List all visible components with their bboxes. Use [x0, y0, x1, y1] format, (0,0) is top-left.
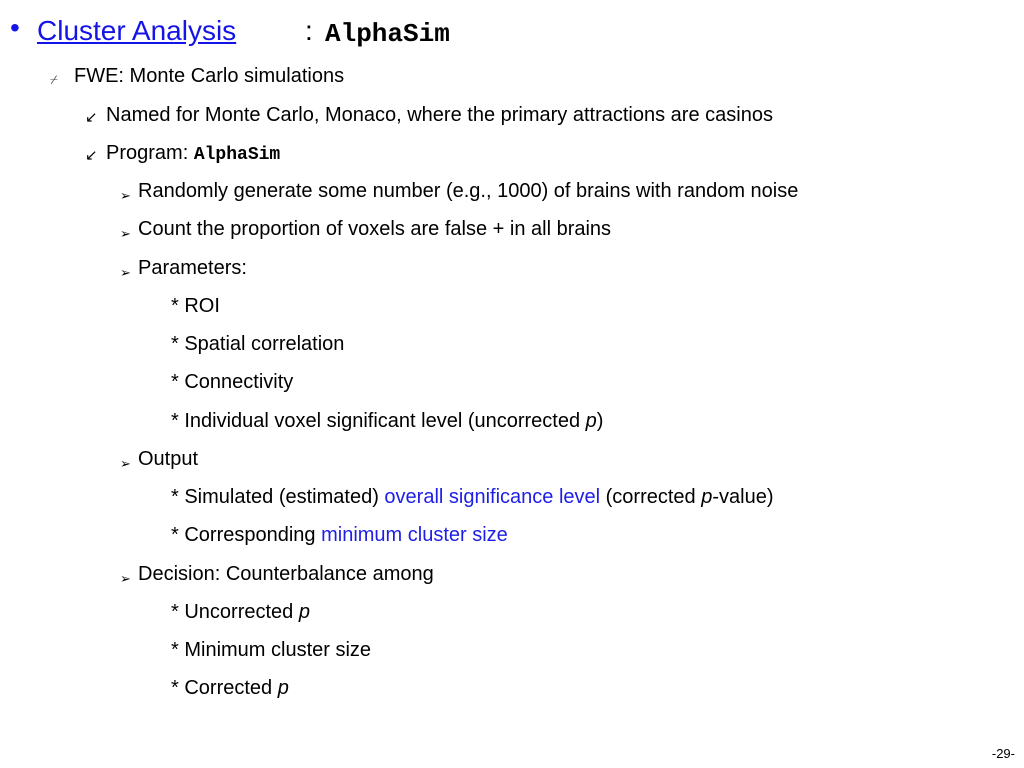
arrowhead-icon: ➢: [120, 456, 131, 471]
decision-uncorrected-p: * Uncorrected p: [171, 601, 310, 623]
overall-significance-highlight: overall significance level: [384, 486, 601, 508]
decision-corrected-p: * Corrected p: [171, 677, 289, 699]
arrowhead-icon: ➢: [120, 226, 131, 241]
decision-min-cluster-size: * Minimum cluster size: [171, 639, 372, 661]
page-number: -29-: [991, 746, 1015, 761]
randomly-text: Randomly generate some number (e.g., 1000) of brains with random noise: [138, 180, 799, 202]
output-text: Output: [138, 448, 199, 470]
arrowhead-icon: ➢: [120, 188, 131, 203]
param-voxel-level: * Individual voxel significant level (uncorrected p): [171, 410, 604, 432]
decision-text: Decision: Counterbalance among: [138, 563, 434, 585]
title-colon: :: [305, 15, 313, 46]
cluster-analysis-link[interactable]: Cluster Analysis: [37, 15, 237, 46]
program-label: Program:: [106, 142, 194, 164]
parameters-text: Parameters:: [138, 257, 247, 279]
fwe-text: FWE: Monte Carlo simulations: [74, 65, 345, 87]
arrowhead-icon: ➢: [120, 265, 131, 280]
count-text: Count the proportion of voxels are false + in all brains: [138, 218, 612, 240]
output-cluster-size: * Corresponding minimum cluster size: [171, 524, 508, 546]
named-text: Named for Monte Carlo, Monaco, where the primary attractions are casinos: [106, 104, 773, 126]
title-bullet: •: [10, 12, 20, 43]
arrow-sw-icon: ↙: [85, 147, 98, 164]
min-cluster-size-highlight: minimum cluster size: [321, 524, 508, 546]
param-connectivity: * Connectivity: [171, 371, 294, 393]
title-program-name: AlphaSim: [325, 19, 450, 49]
output-significance: * Simulated (estimated) overall significance level (corrected p-value): [171, 486, 774, 508]
param-roi: * ROI: [171, 295, 220, 317]
fwe-bullet-icon: ⌿: [50, 72, 58, 87]
arrowhead-icon: ➢: [120, 571, 131, 586]
arrow-sw-icon: ↙: [85, 109, 98, 126]
program-name: AlphaSim: [193, 145, 281, 165]
param-spatial-correlation: * Spatial correlation: [171, 333, 345, 355]
